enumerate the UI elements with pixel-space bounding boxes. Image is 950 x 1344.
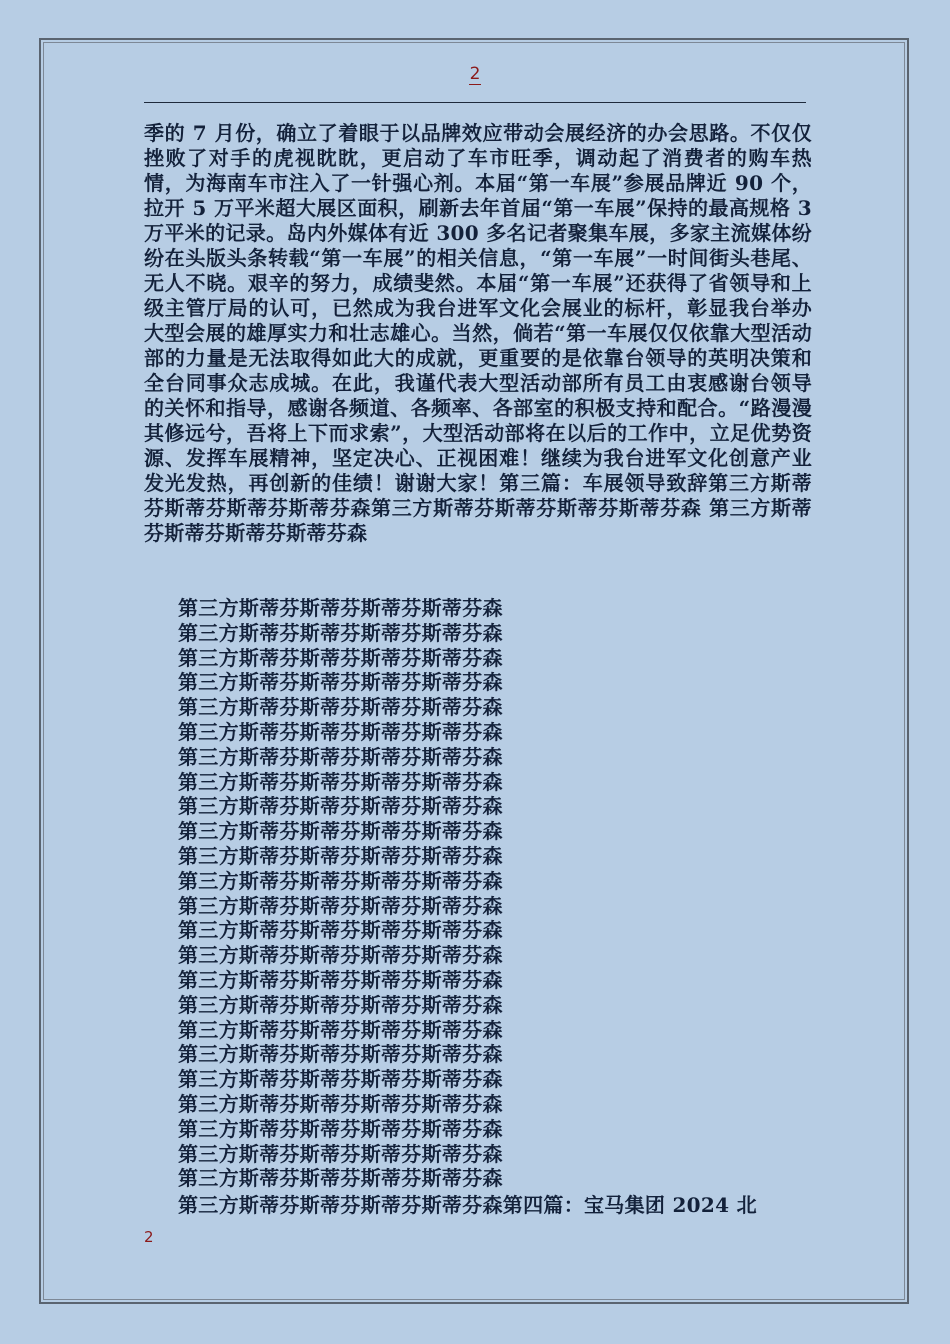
header-page-number-text: 2 [469, 64, 481, 84]
header-rule [144, 102, 806, 103]
repeated-line: 第三方斯蒂芬斯蒂芬斯蒂芬斯蒂芬森 [178, 620, 503, 645]
repeated-line: 第三方斯蒂芬斯蒂芬斯蒂芬斯蒂芬森 [178, 967, 503, 992]
repeated-line: 第三方斯蒂芬斯蒂芬斯蒂芬斯蒂芬森 [178, 918, 503, 943]
repeated-line: 第三方斯蒂芬斯蒂芬斯蒂芬斯蒂芬森 [178, 1067, 503, 1092]
body-paragraph: 季的 7 月份，确立了着眼于以品牌效应带动会展经济的办会思路。不仅仅挫败了对手的虎视眈眈，更启动了车市旺季，调动起了消费者的购车热情，为海南车市注入了一针强心剂。本届“第一车展”参展品牌近 90 个，拉开 5 万平米超大展区面积，刷新去年首届“第一车展”保持的最高规格 3 万平米的记录。岛内外媒体有近 300 多名记者聚集车展，多家主流媒体纷纷在头版头条转载“第一车展”的相关信息，“第一车展”一时间街头巷尾、无人不晓。艰辛的努力，成绩斐然。本届“第一车展”还获得了省领导和上级主管厅局的认可，已然成为我台进军文化会展业的标杆，彰显我台举办大型会展的雄厚实力和壮志雄心。当然，倘若“第一车展仅仅依靠大型活动部的力量是无法取得如此大的成就，更重要的是依靠台领导的英明决策和全台同事众志成城。在此，我谨代表大型活动部所有员工由衷感谢台领导的关怀和指导，感谢各频道、各频率、各部室的积极支持和配合。“路漫漫其修远兮，吾将上下而求索”，大型活动部将在以后的工作中，立足优势资源、发挥车展精神，坚定决心、正视困难！继续为我台进军文化创意产业发光发热，再创新的佳绩！谢谢大家！第三篇：车展领导致辞第三方斯蒂芬斯蒂芬斯蒂芬斯蒂芬森第三方斯蒂芬斯蒂芬斯蒂芬斯蒂芬森 第三方斯蒂芬斯蒂芬斯蒂芬斯蒂芬森 [144, 121, 812, 545]
header-page-number [0, 64, 950, 84]
repeated-line: 第三方斯蒂芬斯蒂芬斯蒂芬斯蒂芬森 [178, 819, 503, 844]
final-line: 第三方斯蒂芬斯蒂芬斯蒂芬斯蒂芬森第四篇：宝马集团 2024 北 [178, 1193, 757, 1217]
repeated-lines-list [178, 596, 503, 1191]
repeated-line: 第三方斯蒂芬斯蒂芬斯蒂芬斯蒂芬森 [178, 695, 503, 720]
repeated-line: 第三方斯蒂芬斯蒂芬斯蒂芬斯蒂芬森 [178, 1042, 503, 1067]
footer-page-number: 2 [144, 1228, 154, 1246]
repeated-line: 第三方斯蒂芬斯蒂芬斯蒂芬斯蒂芬森 [178, 843, 503, 868]
repeated-line: 第三方斯蒂芬斯蒂芬斯蒂芬斯蒂芬森 [178, 868, 503, 893]
repeated-line: 第三方斯蒂芬斯蒂芬斯蒂芬斯蒂芬森 [178, 596, 503, 620]
repeated-line: 第三方斯蒂芬斯蒂芬斯蒂芬斯蒂芬森 [178, 769, 503, 794]
repeated-line: 第三方斯蒂芬斯蒂芬斯蒂芬斯蒂芬森 [178, 992, 503, 1017]
repeated-line: 第三方斯蒂芬斯蒂芬斯蒂芬斯蒂芬森 [178, 794, 503, 819]
repeated-line: 第三方斯蒂芬斯蒂芬斯蒂芬斯蒂芬森 [178, 893, 503, 918]
repeated-line: 第三方斯蒂芬斯蒂芬斯蒂芬斯蒂芬森 [178, 744, 503, 769]
repeated-line: 第三方斯蒂芬斯蒂芬斯蒂芬斯蒂芬森 [178, 1017, 503, 1042]
repeated-line: 第三方斯蒂芬斯蒂芬斯蒂芬斯蒂芬森 [178, 943, 503, 968]
repeated-line: 第三方斯蒂芬斯蒂芬斯蒂芬斯蒂芬森 [178, 1166, 503, 1191]
repeated-line: 第三方斯蒂芬斯蒂芬斯蒂芬斯蒂芬森 [178, 645, 503, 670]
repeated-line: 第三方斯蒂芬斯蒂芬斯蒂芬斯蒂芬森 [178, 719, 503, 744]
repeated-line: 第三方斯蒂芬斯蒂芬斯蒂芬斯蒂芬森 [178, 1091, 503, 1116]
repeated-line: 第三方斯蒂芬斯蒂芬斯蒂芬斯蒂芬森 [178, 670, 503, 695]
repeated-line: 第三方斯蒂芬斯蒂芬斯蒂芬斯蒂芬森 [178, 1141, 503, 1166]
repeated-line: 第三方斯蒂芬斯蒂芬斯蒂芬斯蒂芬森 [178, 1116, 503, 1141]
